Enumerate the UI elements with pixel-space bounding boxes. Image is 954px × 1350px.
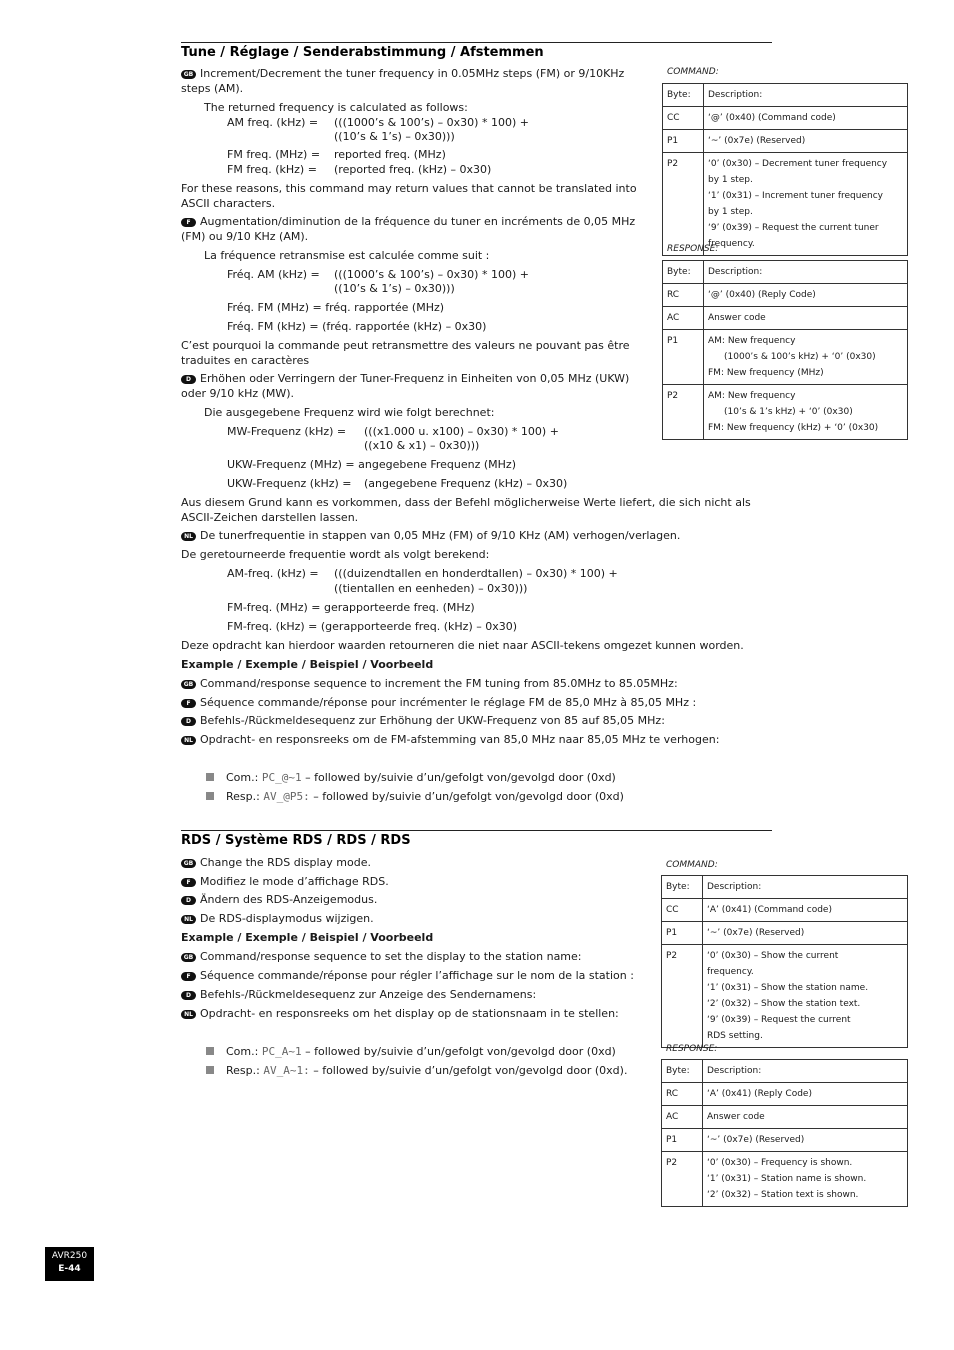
d-flag-icon: D [181,717,196,726]
table-row [663,330,908,385]
rds-gb [181,855,371,870]
tune-f-intro-text: Augmentation/diminution de la fréquence du tuner en incréments de 0,05 MHz [200,215,636,228]
tune-com-line [206,770,616,785]
description-cell [703,876,908,899]
table-row [662,1129,908,1152]
tune-example-d-text: Befehls-/Rückmeldesequenz zur Erhöhung der UKW-Frequenz von 85 auf 85,05 MHz: [200,714,665,727]
tune-example-gb-text: Command/response sequence to increment the FM tuning from 85.0MHz to 85.05MHz: [200,677,678,690]
description-cell [703,945,908,1048]
description-line: ‘9’ (0x39) – Request the current tuner [708,223,879,233]
tune-f-fm-khz: Fréq. FM (kHz) = (fréq. rapportée (kHz) – 0x30) [227,320,487,333]
description-line: by 1 step. [708,175,753,185]
f-flag-icon: F [181,699,196,708]
rds-resp-code: AV_A~1: [263,1064,310,1077]
description-line: ‘~’ (0x7e) (Reserved) [707,1135,805,1145]
tune-d-reason [181,495,781,525]
description-line: by 1 step. [708,207,753,217]
tune-f-intro-text2: (FM) ou 9/10 KHz (AM). [181,230,309,243]
description-line: ‘1’ (0x31) – Increment tuner frequency [708,191,883,201]
tune-resp-label: Resp.: [226,790,260,803]
gb-flag-icon: GB [181,859,196,868]
description-line: ‘~’ (0x7e) (Reserved) [708,136,806,146]
tune-gb-am-formula1: (((1000’s & 100’s) – 0x30) * 100) + [334,116,529,129]
rds-example-gb [181,949,582,964]
tune-d-intro-text: Erhöhen oder Verringern der Tuner-Frequenz in Einheiten von 0,05 MHz (UKW) [200,372,630,385]
tune-f-am-label: Fréq. AM (kHz) = [227,268,320,281]
tune-example-nl [181,732,719,747]
tune-example-gb [181,676,678,691]
table-row [662,922,908,945]
tune-d-ukw-khz-value: (angegebene Frequenz (kHz) – 0x30) [364,477,568,490]
table-row [663,107,908,130]
tune-gb-am-formula2: ((10’s & 1’s) – 0x30))) [334,130,455,143]
rds-example-nl [181,1006,619,1021]
byte-cell: Byte: [662,1060,703,1083]
tune-com-suffix: – followed by/suivie d’un/gefolgt von/gevolgd door (0xd) [301,771,616,784]
tune-gb-fm-khz-label: FM freq. (kHz) = [227,163,317,176]
tune-gb-am-label: AM freq. (kHz) = [227,116,319,129]
tune-com-code: PC_@~1 [261,771,302,784]
description-line: Description: [708,267,763,277]
table-row [663,261,908,284]
tune-example-heading: Example / Exemple / Beispiel / Voorbeeld [181,658,434,671]
description-line: Description: [707,1066,762,1076]
rds-heading: RDS / Système RDS / RDS / RDS [181,833,411,848]
d-flag-icon: D [181,375,196,384]
rds-f [181,874,389,889]
tune-gb-fm-khz-value: (reported freq. (kHz) – 0x30) [334,163,492,176]
table-row [662,876,908,899]
tune-f-fm-mhz: Fréq. FM (MHz) = fréq. rapportée (MHz) [227,301,445,314]
gb-flag-icon: GB [181,953,196,962]
byte-cell: RC [662,1083,703,1106]
description-line: Answer code [707,1112,765,1122]
tune-nl-intro-text: De tunerfrequentie in stappen van 0,05 MHz (FM) of 9/10 KHz (AM) verhogen/verlagen. [200,529,681,542]
description-line: Answer code [708,313,766,323]
rds-com-label: Com.: [226,1045,259,1058]
description-cell [703,1106,908,1129]
rds-com-code: PC_A~1 [261,1045,302,1058]
byte-cell: Byte: [662,876,703,899]
byte-cell: P1 [663,130,704,153]
rds-resp-suffix: – followed by/suivie d’un/gefolgt von/gevolgd door (0xd). [309,1064,628,1077]
d-flag-icon: D [181,991,196,1000]
tune-com-label: Com.: [226,771,259,784]
f-flag-icon: F [181,972,196,981]
description-line: RDS setting. [707,1031,763,1041]
tune-command-table [662,83,908,256]
tune-d-mw-formula1: (((x1.000 u. x100) – 0x30) * 100) + [364,425,559,438]
tune-f-am-formula2: ((10’s & 1’s) – 0x30))) [334,282,455,295]
description-line: ‘1’ (0x31) – Station name is shown. [707,1174,867,1184]
byte-cell: P2 [662,945,703,1048]
rds-example-d [181,987,536,1002]
description-line: ‘9’ (0x39) – Request the current [707,1015,851,1025]
byte-cell: P2 [662,1152,703,1207]
tune-d-reason2: ASCII-Zeichen darstellen lassen. [181,511,359,524]
nl-flag-icon: NL [181,915,196,924]
tune-nl-am-formula1: (((duizendtallen en honderdtallen) – 0x30) * 100) + [334,567,618,580]
footer-page-number: E-44 [58,1264,81,1274]
tune-d-intro-text2: oder 9/10 kHz (MW). [181,387,295,400]
description-cell [704,307,908,330]
tune-nl-calc: De geretourneerde frequentie wordt als volgt berekend: [181,548,490,561]
tune-gb-fm-mhz-label: FM freq. (MHz) = [227,148,321,161]
footer-model: AVR250 [51,1251,88,1261]
description-line: ‘1’ (0x31) – Show the station name. [707,983,869,993]
tune-f-am-formula1: (((1000’s & 100’s) – 0x30) * 100) + [334,268,529,281]
tune-nl-fm-khz: FM-freq. (kHz) = (gerapporteerde freq. (kHz) – 0x30) [227,620,518,633]
description-line: ‘0’ (0x30) – Decrement tuner frequency [708,159,888,169]
tune-gb-reason [181,181,651,211]
description-line: AM: New frequency [708,391,796,401]
tune-d-mw-formula2: ((x10 & x1) – 0x30))) [364,439,480,452]
tune-gb-intro [181,66,651,96]
description-line: ‘~’ (0x7e) (Reserved) [707,928,805,938]
tune-example-nl-text: Opdracht- en responsreeks om de FM-afstemming van 85,0 MHz naar 85,05 MHz te verhogen: [200,733,720,746]
rds-gb-text: Change the RDS display mode. [200,856,371,869]
description-cell [703,1083,908,1106]
description-cell [704,261,908,284]
tune-nl-intro [181,528,680,543]
tune-resp-code: AV_@P5: [263,790,310,803]
description-line: Description: [708,90,763,100]
description-line: Description: [707,882,762,892]
description-line: ‘A’ (0x41) (Command code) [707,905,832,915]
tune-d-mw-label: MW-Frequenz (kHz) = [227,425,347,438]
description-cell [704,385,908,440]
description-line: ‘0’ (0x30) – Show the current [707,951,839,961]
tune-f-reason2: traduites en caractères [181,354,310,367]
byte-cell: Byte: [663,261,704,284]
rds-example-f-text: Séquence commande/réponse pour régler l’affichage sur le nom de la station : [200,969,634,982]
rds-example-heading: Example / Exemple / Beispiel / Voorbeeld [181,931,434,944]
description-line: AM: New frequency [708,336,796,346]
section-rule-tune [181,42,772,43]
description-line: FM: New frequency (MHz) [708,368,824,378]
description-line: ‘@’ (0x40) (Reply Code) [708,290,816,300]
nl-flag-icon: NL [181,1010,196,1019]
tune-d-ukw-mhz: UKW-Frequenz (MHz) = angegebene Frequenz (MHz) [227,458,516,471]
description-line: frequency. [707,967,754,977]
description-cell [703,1152,908,1207]
table-row [662,1152,908,1207]
rds-resp-label: Resp.: [226,1064,260,1077]
tune-heading: Tune / Réglage / Senderabstimmung / Afstemmen [181,45,544,60]
tune-nl-am-formula2: ((tientallen en eenheden) – 0x30))) [334,582,528,595]
tune-command-caption: COMMAND: [667,67,719,77]
description-line: ‘@’ (0x40) (Command code) [708,113,836,123]
d-flag-icon: D [181,896,196,905]
tune-resp-line [206,789,624,804]
tune-f-intro [181,214,651,244]
tune-f-reason [181,338,651,368]
rds-example-d-text: Befehls-/Rückmeldesequenz zur Anzeige des Sendernamens: [200,988,537,1001]
tune-gb-fm-mhz-value: reported freq. (MHz) [334,148,446,161]
description-line: frequency. [708,239,755,249]
rds-nl-text: De RDS-displaymodus wijzigen. [200,912,374,925]
table-row [662,1083,908,1106]
bullet-square-icon [206,1047,214,1055]
tune-gb-intro-text2: steps (AM). [181,82,244,95]
description-cell [703,1060,908,1083]
rds-example-gb-text: Command/response sequence to set the display to the station name: [200,950,582,963]
description-cell [704,284,908,307]
tune-gb-calc: The returned frequency is calculated as follows: [204,101,468,114]
byte-cell: CC [662,899,703,922]
tune-nl-fm-mhz: FM-freq. (MHz) = gerapporteerde freq. (MHz) [227,601,475,614]
description-line: (1000’s & 100’s kHz) + ‘0’ (0x30) [724,352,876,362]
rds-example-nl-text: Opdracht- en responsreeks om het display op de stationsnaam in te stellen: [200,1007,619,1020]
page-footer-badge [45,1247,94,1281]
rds-resp-line [206,1063,627,1078]
byte-cell: P2 [663,385,704,440]
section-rule-rds [181,830,772,831]
description-line: ‘0’ (0x30) – Frequency is shown. [707,1158,853,1168]
tune-f-calc: La fréquence retransmise est calculée comme suit : [204,249,490,262]
table-row [662,1060,908,1083]
description-line: ‘A’ (0x41) (Reply Code) [707,1089,812,1099]
gb-flag-icon: GB [181,70,196,79]
byte-cell: Byte: [663,84,704,107]
byte-cell: CC [663,107,704,130]
tune-response-caption: RESPONSE: [667,244,719,254]
rds-response-table [661,1059,908,1207]
byte-cell: AC [662,1106,703,1129]
tune-nl-am-label: AM-freq. (kHz) = [227,567,319,580]
table-row [663,284,908,307]
gb-flag-icon: GB [181,680,196,689]
description-cell [703,1129,908,1152]
tune-d-intro [181,371,656,401]
description-cell [703,922,908,945]
description-cell [704,153,908,256]
tune-example-f [181,695,696,710]
bullet-square-icon [206,792,214,800]
description-cell [704,130,908,153]
rds-com-suffix: – followed by/suivie d’un/gefolgt von/gevolgd door (0xd) [301,1045,616,1058]
table-row [663,307,908,330]
rds-example-f [181,968,634,983]
description-cell [703,899,908,922]
byte-cell: P1 [663,330,704,385]
table-row [663,153,908,256]
table-row [662,945,908,1048]
table-row [663,84,908,107]
tune-d-ukw-khz-label: UKW-Frequenz (kHz) = [227,477,352,490]
f-flag-icon: F [181,878,196,887]
description-line: FM: New frequency (kHz) + ‘0’ (0x30) [708,423,879,433]
byte-cell: P2 [663,153,704,256]
description-cell [704,107,908,130]
nl-flag-icon: NL [181,532,196,541]
table-row [663,385,908,440]
tune-f-reason1: C’est pourquoi la commande peut retransmettre des valeurs ne pouvant pas être [181,339,630,352]
rds-d [181,892,377,907]
description-line: ‘2’ (0x32) – Show the station text. [707,999,861,1009]
rds-f-text: Modifiez le mode d’affichage RDS. [200,875,389,888]
description-line: (10’s & 1’s kHz) + ‘0’ (0x30) [724,407,853,417]
table-row [662,1106,908,1129]
description-line: ‘2’ (0x32) – Station text is shown. [707,1190,859,1200]
tune-example-f-text: Séquence commande/réponse pour incrémenter le réglage FM de 85,0 MHz à 85,05 MHz : [200,696,697,709]
tune-resp-suffix: – followed by/suivie d’un/gefolgt von/gevolgd door (0xd) [309,790,624,803]
tune-example-d [181,713,665,728]
rds-command-table [661,875,908,1048]
tune-d-calc: Die ausgegebene Frequenz wird wie folgt berechnet: [204,406,495,419]
byte-cell: P1 [662,1129,703,1152]
bullet-square-icon [206,1066,214,1074]
rds-nl [181,911,374,926]
rds-command-caption: COMMAND: [666,860,718,870]
byte-cell: RC [663,284,704,307]
tune-gb-reason2: ASCII characters. [181,197,276,210]
byte-cell: AC [663,307,704,330]
nl-flag-icon: NL [181,736,196,745]
tune-d-reason1: Aus diesem Grund kann es vorkommen, dass der Befehl möglicherweise Werte liefert, die sich nicht als [181,496,751,509]
tune-response-table [662,260,908,440]
description-cell [704,330,908,385]
byte-cell: P1 [662,922,703,945]
description-cell [704,84,908,107]
rds-response-caption: RESPONSE: [666,1044,718,1054]
rds-d-text: Ändern des RDS-Anzeigemodus. [200,893,378,906]
rds-com-line [206,1044,616,1059]
bullet-square-icon [206,773,214,781]
table-row [662,899,908,922]
tune-gb-intro-text: Increment/Decrement the tuner frequency in 0.05MHz steps (FM) or 9/10KHz [200,67,625,80]
table-row [663,130,908,153]
tune-gb-reason1: For these reasons, this command may return values that cannot be translated into [181,182,637,195]
f-flag-icon: F [181,218,196,227]
tune-nl-reason: Deze opdracht kan hierdoor waarden retourneren die niet naar ASCII-tekens omgezet kunnen worden. [181,639,744,652]
